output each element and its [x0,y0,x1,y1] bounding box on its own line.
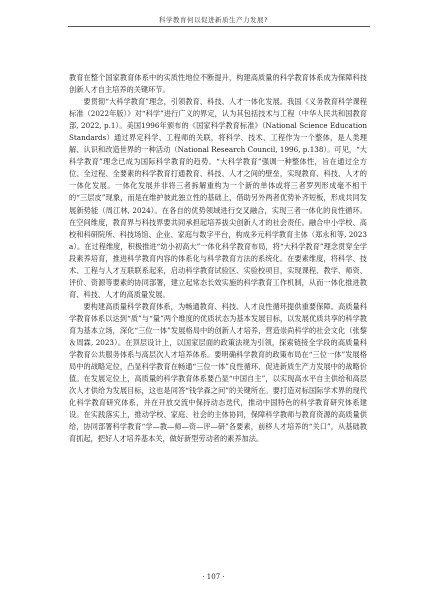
paragraph-3: 要构建高质量科学教育体系，为畅通教育、科技、人才良性循环提供重要保障。高质量科学教育体系以达到“质”与“量”两个维度的优质状态为基本发展目标，以发展优质共享的科学教育为基本立场，深化“三位一体”发展格局中的创新人才培养，营造崇尚科学的社会文化（张黎＆周霖, 2023）。在顶层设计上，以国家层面的政策法规为引领，探索链接全学段的高质量科学教育公共服务体系与高层次人才培养体系。要明确科学教育的政策布局在“三位一体”发展格局中的战略定位，凸显科学教育在畅通“三位一体”良性循环、促进新质生产力发展中的战略价值。在发展定位上，高质量的科学教育体系要凸显“中国自主”，以实现高水平自主供给和高层次人才供给为发展目标，这也是同答“钱学森之问”的关键所在。要打造对标国际学术界的现代化科学教育研究体系，并在开放交流中保持动态迭代，推动中国特色的科学教育研究体系建设。在实践落实上，推动学校、家庭、社会的主体协同，保障科学教师与教育资源的高质量供给，协同部署科学教育“学—教—师—资—评—研”各要素，前移人才培养的“关口”，从基础教育抓起，把好人才培养基本关，做好新型劳动者的素养加法。 [69,301,367,444]
paragraph-2: 要贯彻“大科学教育”理念，引领教育、科技、人才一体化发展。我国《义务教育科学课程标准（2022年版）》对“科学”进行广义的界定，认为其包括技术与工程（中华人民共和国教育部, 2022, p.1）。美国1996年颁布的《国家科学教育标准》（National Science Education Standards）通过界定科学、工程师的关联，将科学、技术、工程作为一个整体，是人类理解、认识和改造世界的一种活动（National Research Council, 1996, p.138）。可见，“大科学教育”理念已成为国际科学教育的趋势。“大科学教育”强调一种整体性，旨在通过全方位、全过程、全要素的科学教育打通教育、科技、人才之间的壁垒，实现教育、科技、人才的一体化发展。一体化发展并非将三者拆解重构为一个新的单体或将三者罗列形成毫不相干的“三层皮”现象，而是在维护彼此独立性的基础上，借助另外两者优势补齐短板，形成共同发展新势能（周江林, 2024）。在各自的优势领域进行交叉融合，实现三者一体化的良性循环。在空间维度，教育界与科技界要共同承担起培养拔尖创新人才的社会责任。融合中小学校、高校和科研院所、科技场馆、企业、家庭与数字平台，构成多元科学教育主体（郑永和等, 2023a）。在过程维度，积极推进“幼小初高大”一体化科学教育布局，将“大科学教育”理念贯穿全学段素养培育，推进科学教育内容的体系化与科学教育方法的系统化。在要素维度，将科学、技术、工程与人才互联联系起来，启动科学教育试验区、实验校项目，实现课程、教学、师资、评价、资源等要素的协同部署，建立起常态长效实施的科学教育工作机制，从而一体化推进教育、科技、人才的高质量发展。 [69,97,367,299]
body-text [69,72,367,445]
paragraph-1: 教育在整个国家教育体系中的实质性地位不断提升，构建高质量的科学教育体系成为保障科技创新人才自主培养的关键环节。 [69,73,367,95]
header-rule [68,26,370,27]
running-header: 科学教育何以促进新质生产力发展? [159,16,268,24]
page-number: · 107 · [202,573,225,581]
